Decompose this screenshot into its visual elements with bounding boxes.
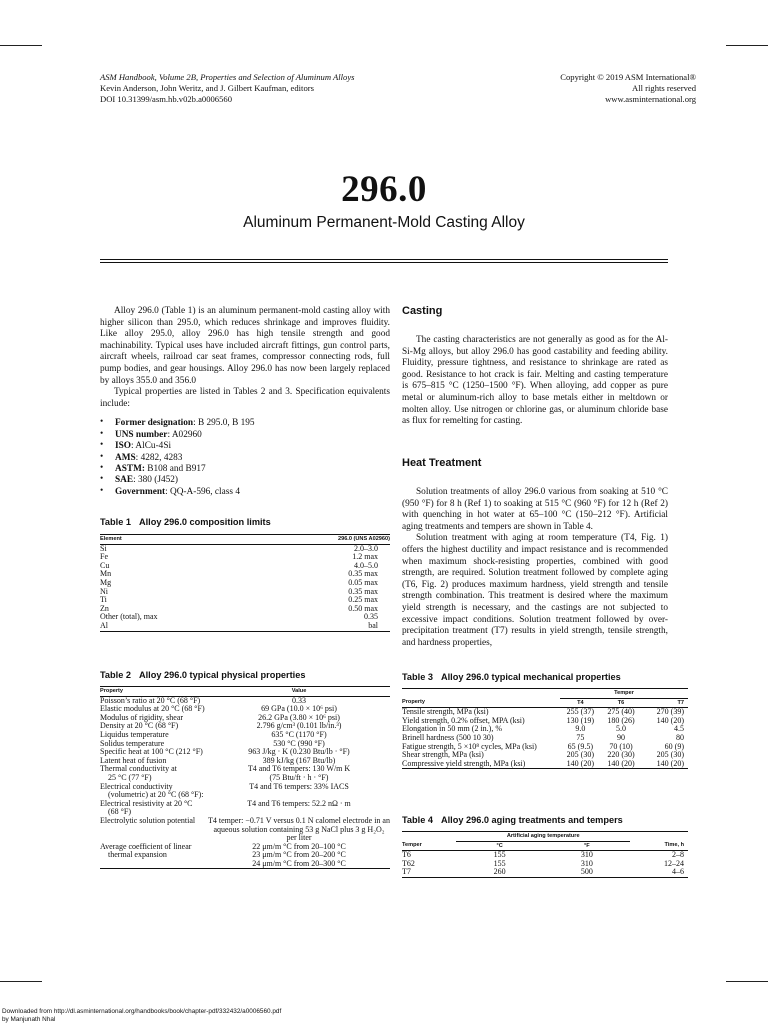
table-cell: 2.796 g/cm³ (0.101 lb/in.³)	[256, 721, 342, 731]
table-cell: Zn	[100, 603, 109, 613]
spec-item	[100, 430, 390, 441]
physical-properties-table	[100, 686, 390, 869]
table-header-row	[100, 687, 390, 697]
table-cell: 963 J/kg · K (0.230 Btu/lb · °F)	[248, 747, 350, 757]
table-cell: 4.5	[674, 724, 684, 734]
download-url[interactable]: Downloaded from http://dl.asminternational.org/handbooks/book/chapter-pdf/332432/a0006560.pdf	[2, 1008, 282, 1015]
table-cell: 255 (37)	[566, 707, 594, 717]
table-cell: Fatigue strength, 5 ×10⁸ cycles, MPa (ksi)	[402, 741, 537, 751]
table1-title: Alloy 296.0 composition limits	[138, 517, 271, 527]
title-rule-bottom	[100, 262, 668, 263]
table-cell: 26.2 GPa (3.80 × 10⁶ psi)	[258, 712, 340, 722]
table-cell: 310	[580, 858, 593, 868]
table2-caption	[100, 670, 313, 680]
table-cell: Fe	[100, 552, 108, 562]
copyright-block	[560, 72, 696, 105]
table-cell: 310	[580, 850, 593, 860]
table-cell: 9.0	[575, 724, 586, 734]
title-rule-top	[100, 259, 668, 260]
copyright-line: Copyright © 2019 ASM International®	[560, 72, 696, 82]
table-row	[100, 570, 390, 579]
table-cell: 140 (20)	[607, 758, 635, 768]
spec-item	[100, 453, 390, 464]
table-row	[100, 800, 390, 809]
table-cell: T4 and T6 tempers: 52.2 nΩ · m	[247, 798, 351, 808]
table-cell: 1.2 max	[352, 552, 378, 562]
table-cell: 0.35 max	[348, 586, 378, 596]
table-cell: Mg	[100, 577, 112, 587]
table-cell: (75 Btu/ft · h · °F)	[269, 772, 329, 782]
composition-table	[100, 534, 390, 632]
table-row	[100, 544, 390, 553]
table-cell: Al	[100, 620, 108, 630]
table-cell: Solidus temperature	[100, 738, 165, 748]
table-cell: 205 (30)	[566, 750, 594, 760]
editors-line: Kevin Anderson, John Weritz, and J. Gilbert Kaufman, editors	[100, 83, 314, 93]
spec-value: B108 and B917	[144, 463, 206, 474]
table-row	[402, 860, 688, 869]
table-row	[100, 579, 390, 588]
table-cell: (volumetric) at 20 °C (68 °F):	[100, 790, 204, 800]
table-row	[100, 851, 390, 860]
table4-number: Table 4	[402, 815, 433, 825]
column-header-value: Value	[291, 688, 307, 694]
spec-item	[100, 441, 390, 452]
intro-column	[100, 306, 390, 498]
table-cell	[100, 860, 208, 869]
table-cell: 0.33	[292, 695, 306, 705]
spec-value: : B 295.0, B 195	[193, 418, 255, 429]
table-cell: Poisson’s ratio at 20 °C (68 °F)	[100, 695, 201, 705]
table-cell: Tensile strength, MPa (ksi)	[402, 707, 489, 717]
table-cell: 205 (30)	[656, 750, 684, 760]
spec-label: Former designation	[115, 418, 194, 429]
table-cell	[100, 826, 208, 835]
table-row	[100, 562, 390, 571]
table-cell: 275 (40)	[607, 707, 635, 717]
spec-value: : 4282, 4283	[135, 452, 183, 463]
table-cell: 155	[493, 850, 506, 860]
table-cell: Brinell hardness (500 10 30)	[402, 732, 494, 742]
table-cell: 270 (39)	[656, 707, 684, 717]
table-cell: 140 (20)	[656, 715, 684, 725]
table-cell: T62	[402, 858, 415, 868]
heat-treatment-column	[402, 487, 668, 649]
table-row	[100, 553, 390, 562]
table-cell: T4 temper: −0.71 V versus 0.1 N calomel electrode in an	[208, 815, 390, 825]
table-cell: T4 and T6 tempers: 130 W/m K	[247, 764, 351, 774]
column-header-element: Element	[100, 536, 122, 542]
table-cell: 12–24	[664, 858, 684, 868]
table-cell: 60 (9)	[664, 741, 684, 751]
table-cell: 80	[676, 732, 684, 742]
page-subtitle: Aluminum Permanent-Mold Casting Alloy	[243, 214, 525, 231]
table-cell: 0.35	[364, 612, 378, 622]
table-cell: Yield strength, 0.2% offset, MPA (ksi)	[402, 715, 525, 725]
table-cell: 0.05 max	[348, 577, 378, 587]
table-cell: Liquidus temperature	[100, 729, 169, 739]
table-cell: 4–6	[672, 867, 684, 877]
column-header-time: Time, h	[664, 842, 684, 849]
table-group-header-row	[402, 832, 688, 842]
table-cell: 4.0–5.0	[354, 560, 378, 570]
page-title: 296.0	[341, 169, 427, 210]
spec-label: ISO	[115, 441, 132, 452]
table-cell: Specific heat at 100 °C (212 °F)	[100, 747, 203, 757]
column-header-property: Property	[402, 699, 426, 706]
table-cell: T4 and T6 tempers: 33% IACS	[249, 781, 349, 791]
table-cell: Electrolytic solution potential	[100, 815, 196, 825]
spec-item	[100, 464, 390, 475]
intro-paragraph-2: Typical properties are listed in Tables 2 and 3. Specification equivalents include:	[100, 387, 390, 409]
doi-line: DOI 10.31399/asm.hb.v02b.a0006560	[100, 94, 232, 104]
casting-heading: Casting	[402, 305, 443, 317]
download-footer	[2, 1008, 281, 1023]
table-cell: T7	[402, 867, 411, 877]
table-cell: Average coefficient of linear	[100, 841, 192, 851]
spec-label: AMS	[115, 452, 136, 463]
table-cell: 220 (30)	[607, 750, 635, 760]
crop-mark	[726, 45, 768, 46]
table2-title: Alloy 296.0 typical physical properties	[138, 670, 306, 680]
table-cell: 530 °C (990 °F)	[273, 738, 325, 748]
citation-block	[100, 72, 355, 105]
crop-mark	[0, 45, 42, 46]
table-cell: 155	[493, 858, 506, 868]
table4-caption	[402, 815, 631, 825]
table-cell: per liter	[286, 833, 312, 843]
column-header-t6: T6	[617, 699, 625, 706]
crop-mark	[726, 981, 768, 982]
publisher-url[interactable]: www.asminternational.org	[605, 94, 696, 104]
column-header-temper: Temper	[402, 842, 422, 849]
book-line: ASM Handbook, Volume 2B, Properties and Selection of Aluminum Alloys	[100, 72, 355, 82]
table-cell: Thermal conductivity at	[100, 764, 177, 774]
table-cell: Mn	[100, 569, 112, 579]
table-row	[100, 596, 390, 605]
casting-paragraph: The casting characteristics are not generally as good as for the Al-Si-Mg alloys, but alloy 296.0 has good castability and feeding ability. Fluidity, pressure tightness, and resistance to shrinkage are rated as good. Resistance to hot crack is fair. Melting and casting temperature is 675–815 °C (1250–1500 °F). When alloying, add copper as pure metal or aluminum-rich alloy to base metals either in meltdown or molten alloy. Use nitrogen or chlorine gas, or aluminum chloride base as flux for remelting for casting.	[402, 335, 668, 427]
aging-treatments-table	[402, 831, 688, 878]
table-cell: 500	[580, 867, 593, 877]
table-cell: Ni	[100, 586, 108, 596]
table-cell: T6	[402, 850, 411, 860]
table-row	[100, 826, 390, 835]
group-header-aging: Artificial aging temperature	[456, 832, 630, 842]
table-cell: 140 (20)	[656, 758, 684, 768]
table-cell: 65 (9.5)	[567, 741, 593, 751]
rights-line: All rights reserved	[632, 83, 696, 93]
table-cell: 25 °C (77 °F)	[100, 772, 152, 782]
table-cell: 260	[493, 867, 506, 877]
table2-number: Table 2	[100, 670, 131, 680]
table-cell: 0.50 max	[348, 603, 378, 613]
table-cell: Other (total), max	[100, 612, 158, 622]
intro-paragraph: Alloy 296.0 (Table 1) is an aluminum permanent-mold casting alloy with higher silicon than 295.0, which reduces shrinkage and improves fluidity. Like alloy 295.0, alloy 296.0 has high tensile strength and good machinability. Typical uses have included aircraft fittings, gun control parts, aircraft wheels, railroad car seat frames, compressor connecting rods, full pump bodies, and gear housings. Alloy 296.0 has now been largely replaced by alloys 355.0 and 356.0	[100, 306, 390, 386]
table-cell: 75	[576, 732, 585, 742]
column-header-property: Property	[100, 688, 124, 694]
table4-title: Alloy 296.0 aging treatments and tempers	[440, 815, 623, 825]
table-cell: Electrical conductivity	[100, 781, 173, 791]
spec-label: UNS number	[115, 429, 168, 440]
spec-value: : QQ-A-596, class 4	[165, 486, 240, 497]
table-row	[100, 588, 390, 597]
table-header-row	[100, 535, 390, 545]
heat-treatment-heading: Heat Treatment	[402, 457, 482, 469]
table-cell: 5.0	[616, 724, 626, 734]
table-row	[402, 851, 688, 860]
table-cell: Compressive yield strength, MPa (ksi)	[402, 758, 526, 768]
spec-label: SAE	[115, 475, 134, 486]
table-cell: 22 μm/m °C from 20–100 °C	[252, 841, 346, 851]
table-cell: Shear strength, MPa (ksi)	[402, 750, 484, 760]
table-row	[100, 613, 390, 622]
heat-treatment-paragraph-2: Solution treatment with aging at room temperature (T4, Fig. 1) offers the highest ductility and impact resistance and is recommended when maximum shock-resisting properties, combined with good strength, are required. Solution treatment followed by complete aging (T6, Fig. 2) produces maximum hardness, yield strength and tensile strength combination. This treatment is desired where the maximum yield strength is necessary, and the castings are not subjected to excessive impact conditions. Solution treatment followed by over-precipitation treatment (T7) results in yield strength, tensile strength, and hardness properties,	[402, 533, 668, 648]
table-cell: 130 (19)	[566, 715, 594, 725]
table-cell: 0.25 max	[348, 595, 378, 605]
table-row	[402, 760, 688, 769]
group-header-spacer	[402, 832, 456, 842]
table-cell: Latent heat of fusion	[100, 755, 167, 765]
spec-item	[100, 475, 390, 486]
table-row	[100, 622, 390, 631]
table-cell: 2–8	[672, 850, 684, 860]
table-cell: Electrical resistivity at 20 °C	[100, 798, 193, 808]
table-cell: 389 kJ/kg (167 Btu/lb)	[262, 755, 336, 765]
table-cell: Si	[100, 543, 107, 553]
table1-number: Table 1	[100, 517, 131, 527]
heat-treatment-paragraph: Solution treatments of alloy 296.0 various from soaking at 510 °C (950 °F) for 8 h (Ref 1) to soaking at 515 °C (960 °F) for 12 h (Ref 2) with quenching in hot water at 65–100 °C (150–212 °F). Artificial aging treatments and tempers are shown in Table 4.	[402, 487, 668, 532]
table-cell: 140 (20)	[566, 758, 594, 768]
spec-list	[100, 418, 390, 498]
download-user: by Manjunath Nhal	[2, 1015, 56, 1023]
spec-value: : 380 (J452)	[133, 475, 179, 486]
table-cell: Elastic modulus at 20 °C (68 °F)	[100, 704, 205, 714]
table-cell: Elongation in 50 mm (2 in.), %	[402, 724, 502, 734]
spec-item	[100, 418, 390, 429]
crop-mark	[0, 981, 42, 982]
column-header-celsius: °C	[496, 842, 503, 849]
table-row	[100, 860, 390, 869]
table-cell: 70 (10)	[609, 741, 633, 751]
table-cell: 180 (26)	[607, 715, 635, 725]
table1-caption	[100, 517, 279, 527]
table-header-row	[402, 841, 688, 851]
group-header-spacer	[402, 689, 560, 699]
table-cell: aqueous solution containing 53 g NaCl plus 3 g H₂O₂	[213, 824, 385, 834]
table-cell: thermal expansion	[100, 850, 167, 860]
table3-number: Table 3	[402, 672, 433, 682]
table-cell: 24 μm/m °C from 20–300 °C	[252, 858, 346, 868]
column-header-t4: T4	[577, 699, 584, 706]
table-cell: 2.0–3.0	[354, 543, 378, 553]
column-header-t7: T7	[677, 699, 684, 706]
spec-value: : A02960	[167, 429, 202, 440]
table3-caption	[402, 672, 629, 682]
table-cell: 0.35 max	[348, 569, 378, 579]
table-cell: bal	[368, 620, 378, 630]
spec-value: : AlCu-4Si	[131, 441, 172, 452]
table-cell: 69 GPa (10.0 × 10⁶ psi)	[261, 704, 337, 714]
table-cell: Modulus of rigidity, shear	[100, 712, 184, 722]
group-header-temper: Temper	[560, 689, 688, 699]
table-cell: Ti	[100, 595, 107, 605]
column-header-composition: 296.0 (UNS A02960)	[337, 536, 390, 542]
table-group-header-row	[402, 689, 688, 699]
mechanical-properties-table	[402, 688, 688, 769]
table-cell: (68 °F)	[100, 807, 131, 817]
table3-title: Alloy 296.0 typical mechanical properties	[440, 672, 621, 682]
spec-item	[100, 487, 390, 498]
table-cell: 635 °C (1170 °F)	[271, 729, 327, 739]
column-header-fahrenheit: °F	[584, 842, 590, 849]
spec-label: ASTM:	[115, 463, 145, 474]
table-cell: Cu	[100, 560, 110, 570]
table-cell: Density at 20 °C (68 °F)	[100, 721, 179, 731]
group-header-spacer	[630, 832, 688, 842]
casting-column	[402, 335, 668, 428]
table-row	[402, 868, 688, 877]
table-cell: 23 μm/m °C from 20–200 °C	[252, 850, 346, 860]
spec-label: Government	[115, 486, 166, 497]
table-cell: 90	[617, 732, 625, 742]
